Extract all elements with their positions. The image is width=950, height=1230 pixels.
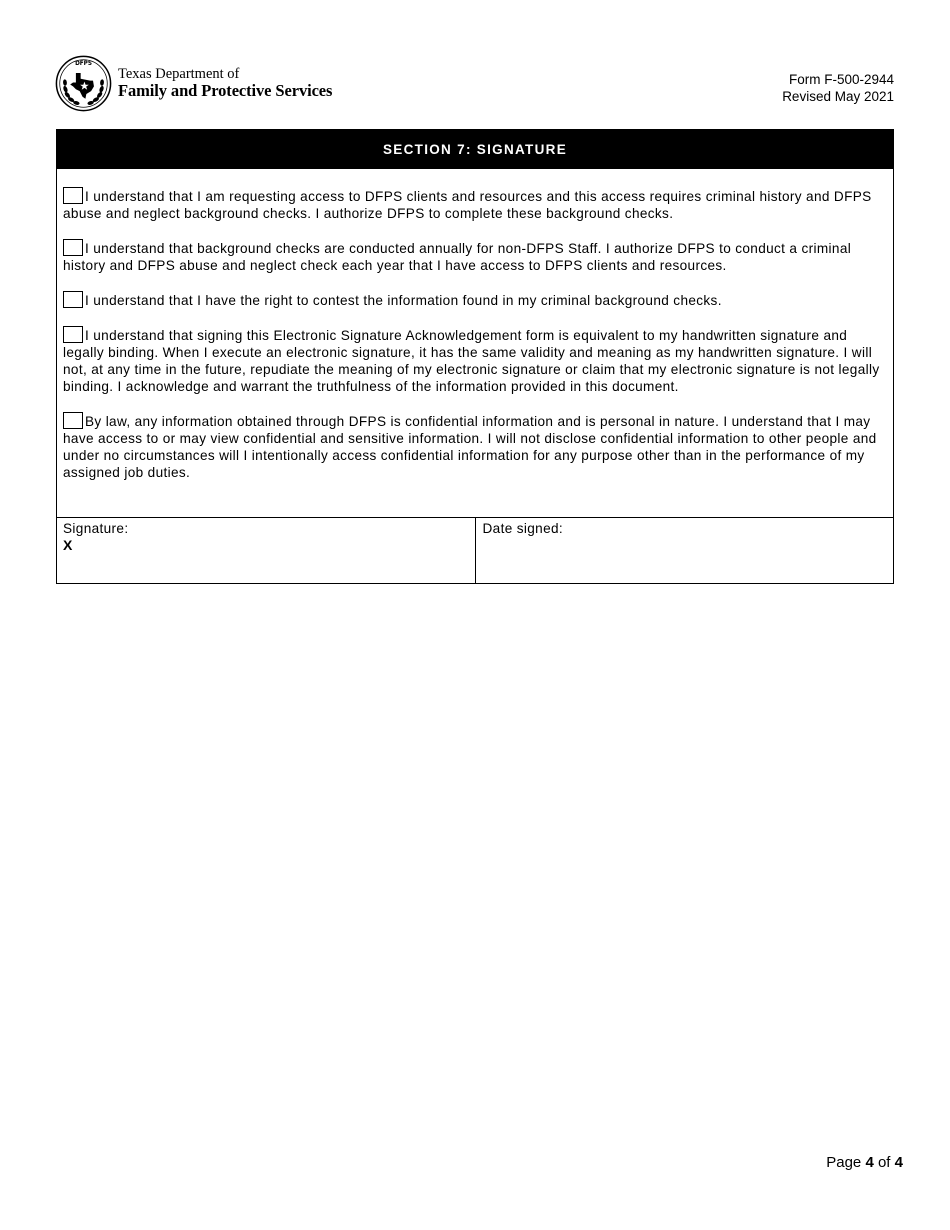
- signature-mark: X: [63, 537, 73, 553]
- form-number: Form F-500-2944: [788, 72, 894, 87]
- page-number: [826, 1154, 903, 1171]
- acknowledgement-text: I understand that I am requesting access to DFPS clients and resources and this access requires criminal history and DFPS abuse and neglect background checks. I authorize DFPS to complete these background checks.: [63, 189, 872, 221]
- acknowledgement-list: [57, 169, 893, 481]
- acknowledgement-item: [63, 187, 889, 222]
- acknowledgement-checkbox[interactable]: [63, 239, 83, 256]
- signature-label: Signature:: [63, 521, 129, 536]
- acknowledgement-item: [63, 291, 889, 309]
- agency-name-line2: Family and Protective Services: [118, 81, 333, 101]
- page-prefix: Page: [826, 1154, 862, 1171]
- signature-field[interactable]: [56, 518, 476, 584]
- acknowledgement-checkbox[interactable]: [63, 187, 83, 204]
- acknowledgement-item: [63, 239, 889, 274]
- signature-section: [56, 129, 894, 584]
- page-of: of: [877, 1154, 891, 1171]
- date-signed-input[interactable]: [483, 537, 888, 567]
- dfps-seal-icon: [55, 55, 112, 112]
- acknowledgement-checkbox[interactable]: [63, 326, 83, 343]
- acknowledgement-text: I understand that I have the right to contest the information found in my criminal background checks.: [85, 293, 722, 308]
- agency-name-line1: Texas Department of: [118, 65, 240, 82]
- form-identifier: [782, 71, 894, 105]
- agency-logo: [55, 55, 332, 112]
- acknowledgement-item: [63, 412, 889, 481]
- acknowledgement-checkbox[interactable]: [63, 412, 83, 429]
- acknowledgement-text: By law, any information obtained through DFPS is confidential information and is personal in nature. I understand that I may have access to or may view confidential and sensitive information. I will not disclose confidential information to other people and under no circumstances will I intentionally access confidential information for any purpose other than in the performance of my assigned job duties.: [63, 414, 877, 480]
- section-title: SECTION 7: SIGNATURE: [57, 130, 893, 169]
- revision-date: Revised May 2021: [782, 89, 894, 104]
- page-current: 4: [865, 1154, 874, 1171]
- acknowledgement-item: [63, 326, 889, 395]
- date-signed-label: Date signed:: [482, 521, 564, 536]
- acknowledgement-text: I understand that signing this Electronic Signature Acknowledgement form is equivalent to my handwritten signature and legally binding. When I execute an electronic signature, it has the same validity and meaning as my handwritten signature. I will not, at any time in the future, repudiate the meaning of my electronic signature or claim that my electronic signature is not legally binding. I acknowledge and warrant the truthfulness of the information provided in this document.: [63, 328, 880, 394]
- signature-input[interactable]: [63, 554, 468, 584]
- acknowledgement-text: I understand that background checks are conducted annually for non-DFPS Staff. I authorize DFPS to conduct a criminal history and DFPS abuse and neglect check each year that I have access to DFPS clients and resources.: [63, 241, 852, 273]
- date-signed-field[interactable]: [476, 518, 895, 584]
- agency-name: [118, 66, 332, 102]
- seal-label: DFPS: [75, 60, 92, 67]
- page-total: 4: [894, 1154, 903, 1171]
- signature-row: [56, 517, 894, 584]
- acknowledgement-checkbox[interactable]: [63, 291, 83, 308]
